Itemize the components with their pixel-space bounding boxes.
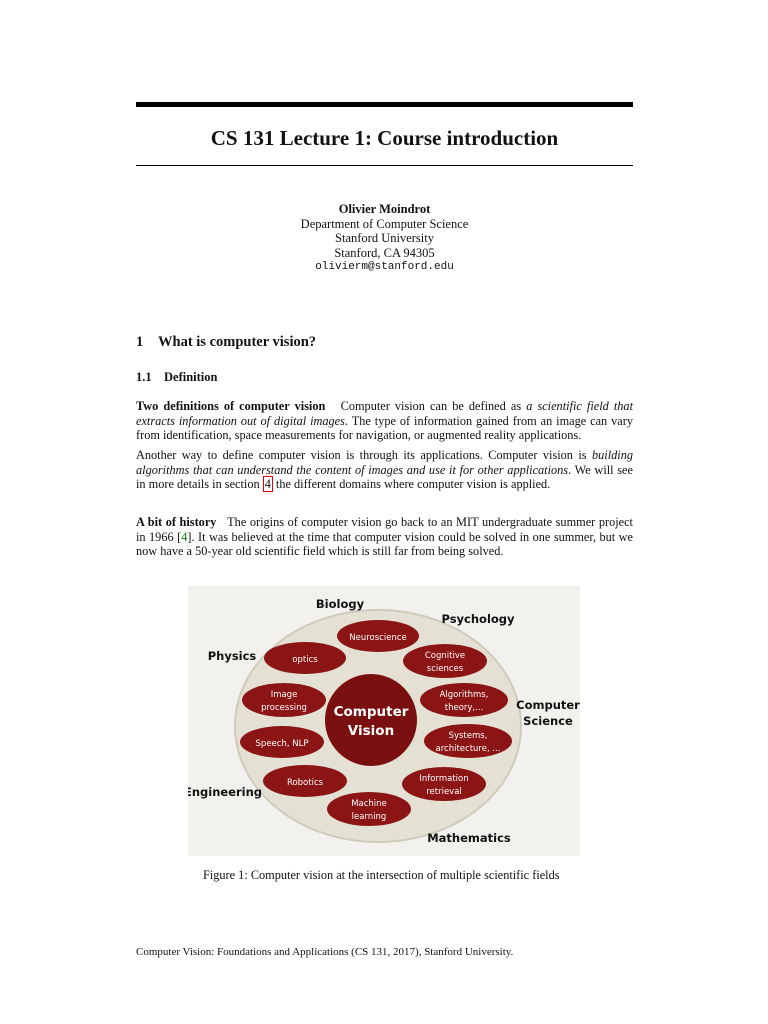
node-info-label-1: Information xyxy=(419,774,469,784)
page-title: CS 131 Lecture 1: Course introduction xyxy=(210,126,559,150)
node-image-label-1: Image xyxy=(270,690,298,700)
figure-caption: Figure 1: Computer vision at the intersection of multiple scientific fields xyxy=(203,868,560,882)
page-footer: Computer Vision: Foundations and Applications (CS 131, 2017), Stanford University. xyxy=(136,946,514,958)
subsection-number: 1.1 xyxy=(136,370,152,384)
paragraph-applications: Another way to define computer vision is through its applications. Computer vision is building algorithms that can understand the content of images and use it for other applications. We will see in more details in section 4 the different domains where computer vision is applied. xyxy=(136,448,633,492)
venn-diagram xyxy=(188,586,580,856)
author-university: Stanford University xyxy=(335,231,434,245)
node-neuroscience-label: Neuroscience xyxy=(349,633,407,643)
center-circle xyxy=(325,674,417,766)
subsection-heading xyxy=(136,370,217,385)
section-ref-link[interactable]: 4 xyxy=(264,477,271,492)
node-ml-label-1: Machine xyxy=(351,799,387,809)
author-name: Olivier Moindrot xyxy=(338,202,431,216)
section-number: 1 xyxy=(136,334,144,350)
node-algorithms-label-2: theory,... xyxy=(444,703,484,713)
paragraph-history: A bit of history The origins of computer vision go back to an MIT undergraduate summer project in 1966 [4]. It was believed at the time that computer vision could be solved in one summer, but we now have a 50-year old scientific field which is still far from being solved. xyxy=(136,515,633,559)
label-physics: Physics xyxy=(207,649,257,663)
node-optics-label: optics xyxy=(292,655,318,665)
paragraph-heading: A bit of history xyxy=(136,515,217,529)
label-engineering: Engineering xyxy=(188,785,263,799)
author-email[interactable]: olivierm@stanford.edu xyxy=(315,261,454,273)
author-address: Stanford, CA 94305 xyxy=(334,245,435,260)
title-top-rule xyxy=(136,102,633,107)
section-title: What is computer vision? xyxy=(158,334,317,350)
label-computer-science-2: Science xyxy=(523,714,573,728)
label-psychology: Psychology xyxy=(441,612,515,626)
node-image-label-2: processing xyxy=(261,703,307,713)
figure-diagram xyxy=(188,586,580,856)
title-bottom-rule xyxy=(136,165,633,166)
node-robotics-label: Robotics xyxy=(286,778,324,788)
subsection-title: Definition xyxy=(164,370,218,384)
citation-link[interactable]: 4 xyxy=(181,529,188,544)
node-ml-label-2: learning xyxy=(351,812,387,822)
node-speech-label: Speech, NLP xyxy=(255,739,309,749)
node-algorithms-label-1: Algorithms, xyxy=(439,690,489,700)
center-label-2: Vision xyxy=(347,723,395,739)
node-systems-label-2: architecture, ... xyxy=(435,744,501,754)
node-systems-label-1: Systems, xyxy=(448,731,488,741)
label-computer-science-1: Computer xyxy=(516,698,580,712)
section-heading xyxy=(136,334,316,351)
node-info-label-2: retrieval xyxy=(426,787,462,797)
author-department: Department of Computer Science xyxy=(300,216,469,231)
paragraph-heading: Two definitions of computer vision xyxy=(136,399,326,413)
node-cognitive-label-1: Cognitive xyxy=(424,651,466,661)
paragraph-definitions: Two definitions of computer vision Computer vision can be defined as a scientific field that extracts information out of digital images. The type of information gained from an image can vary from identification, space measurements for navigation, or augmented reality applications. xyxy=(136,399,633,443)
node-cognitive-label-2: sciences xyxy=(426,664,464,674)
center-label-1: Computer xyxy=(333,704,409,720)
label-biology: Biology xyxy=(315,597,365,611)
label-mathematics: Mathematics xyxy=(427,831,511,845)
author-block xyxy=(136,202,633,275)
